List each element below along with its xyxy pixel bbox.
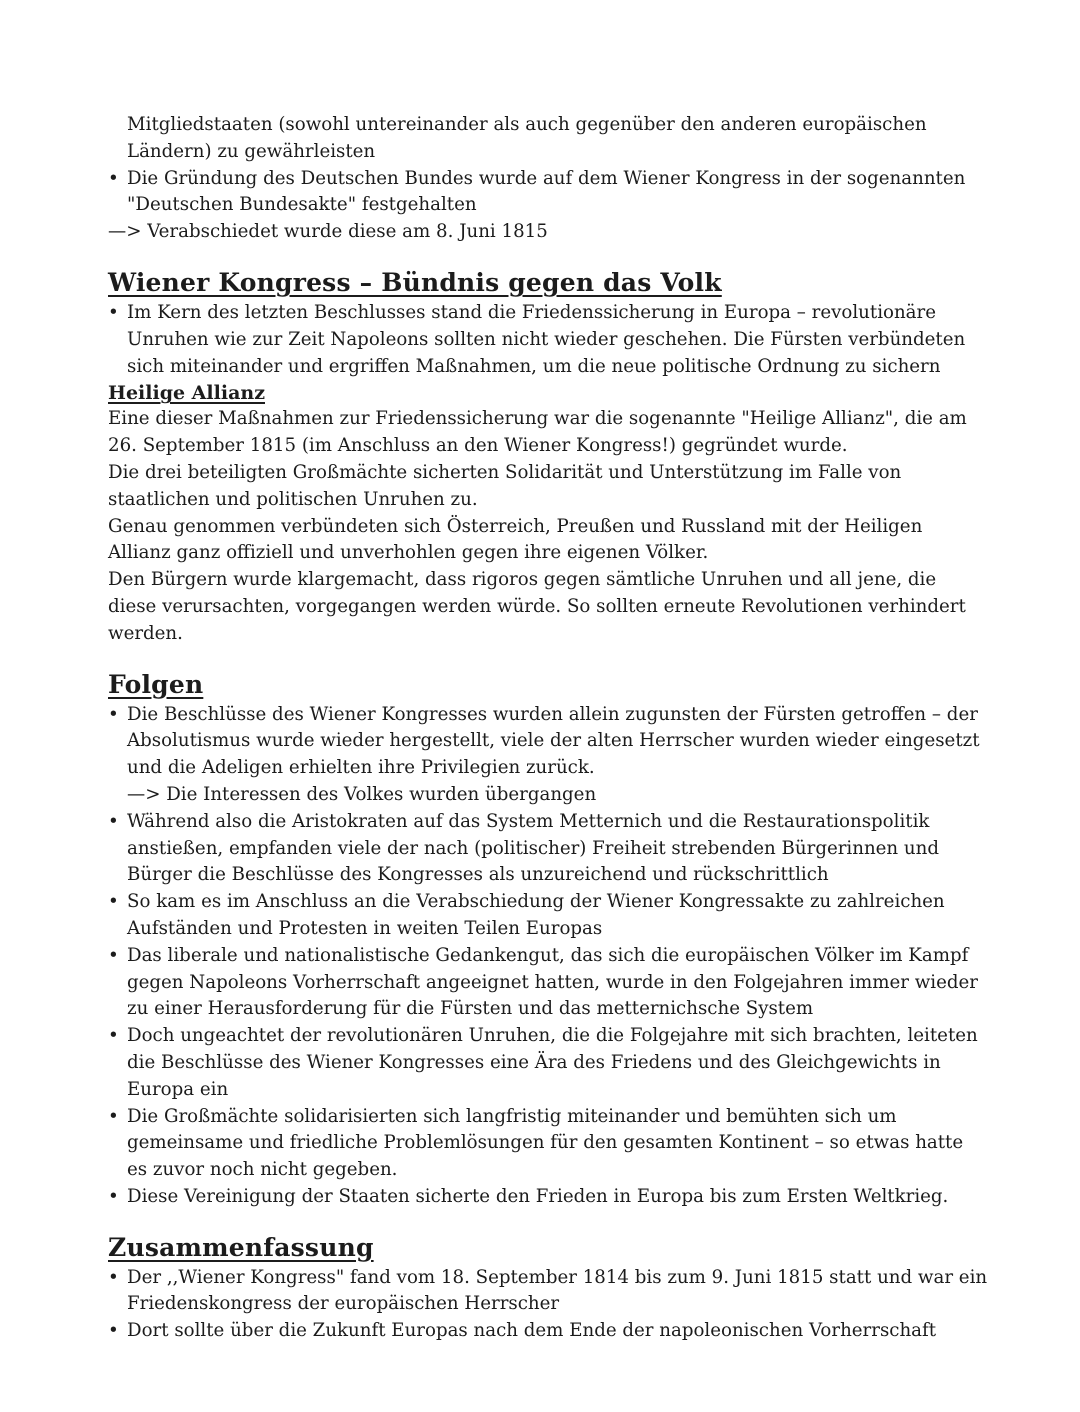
list-item: • Die Gründung des Deutschen Bundes wurde auf dem Wiener Kongress in der sogenannten "Deutschen Bundesakte" festgehalten [108, 166, 988, 220]
list-item-continuation: Mitgliedstaaten (sowohl untereinander als auch gegenüber den anderen europäischen Ländern) zu gewährleisten [127, 114, 927, 162]
paragraph: Den Bürgern wurde klargemacht, dass rigoros gegen sämtliche Unruhen und all jene, die diese verursachten, vorgegangen werden würde. So sollten erneute Revolutionen verhindert werden. [108, 569, 966, 644]
subheading-heilige-allianz: Heilige Allianz [108, 382, 265, 405]
section-heading-folgen: Folgen [108, 669, 204, 699]
list-item: • Diese Vereinigung der Staaten sicherte den Frieden in Europa bis zum Ersten Weltkrieg. [108, 1184, 988, 1211]
list-item: • Während also die Aristokraten auf das System Metternich und die Restaurationspolitik anstießen, empfanden viele der nach (politischer) Freiheit strebenden Bürgerinnen und Bürger die Beschlüsse des Kongresses als unzureichend und rückschrittlich [108, 809, 988, 889]
paragraph: Genau genommen verbündeten sich Österreich, Preußen und Russland mit der Heiligen Allianz ganz offiziell und unverhohlen gegen ihre eigenen Völker. [108, 515, 923, 564]
list-item: • Das liberale und nationalistische Gedankengut, das sich die europäischen Völker im Kampf gegen Napoleons Vorherrschaft angeeignet hatten, wurde in den Folgejahren immer wieder zu einer Herausforderung für die Fürsten und das metternichsche System [108, 943, 988, 1023]
folgen-list [108, 702, 988, 1211]
intro-list [108, 112, 988, 219]
list-item: • Die Großmächte solidarisierten sich langfristig miteinander und bemühten sich um gemeinsame und friedliche Problemlösungen für den gesamten Kontinent – so etwas hatte es zuvor noch nicht gegeben. [108, 1104, 988, 1184]
paragraph: Die drei beteiligten Großmächte sicherten Solidarität und Unterstützung im Falle von staatlichen und politischen Unruhen zu. [108, 461, 902, 510]
list-item: • Dort sollte über die Zukunft Europas nach dem Ende der napoleonischen Vorherrschaft [108, 1318, 988, 1345]
list-item: • Der ,,Wiener Kongress" fand vom 18. September 1814 bis zum 9. Juni 1815 statt und war ein Friedenskongress der europäischen Herrscher [108, 1265, 988, 1319]
list-item: • Im Kern des letzten Beschlusses stand die Friedenssicherung in Europa – revolutionäre Unruhen wie zur Zeit Napoleons sollten nicht wieder geschehen. Die Fürsten verbündeten sich miteinander und ergriffen Maßnahmen, um die neue politische Ordnung zu sichern [108, 300, 988, 380]
section-heading-wiener-kongress: Wiener Kongress – Bündnis gegen das Volk [108, 267, 722, 297]
arrow-note: —> Die Interessen des Volkes wurden übergangen [127, 783, 597, 805]
paragraph: Eine dieser Maßnahmen zur Friedenssicherung war die sogenannte "Heilige Allianz", die am 26. September 1815 (im Anschluss an den Wiener Kongress!) gegründet wurde. [108, 408, 967, 457]
list-item: • So kam es im Anschluss an die Verabschiedung der Wiener Kongressakte zu zahlreichen Aufständen und Protesten in weiten Teilen Europas [108, 889, 988, 943]
zusammenfassung-list [108, 1265, 988, 1345]
list-item: • Doch ungeachtet der revolutionären Unruhen, die die Folgejahre mit sich brachten, leiteten die Beschlüsse des Wiener Kongresses eine Ära des Friedens und des Gleichgewichts in Europa ein [108, 1023, 988, 1103]
arrow-note: —> Verabschiedet wurde diese am 8. Juni 1815 [108, 221, 548, 243]
document-page [108, 112, 988, 1345]
list-item [108, 702, 988, 809]
section1-list [108, 300, 988, 380]
list-item-text: Die Beschlüsse des Wiener Kongresses wurden allein zugunsten der Fürsten getroffen – der Absolutismus wurde wieder hergestellt, viele der alten Herrscher wurden wieder eingesetzt und die Adeligen erhielten ihre Privilegien zurück. [127, 703, 980, 779]
section-heading-zusammenfassung: Zusammenfassung [108, 1232, 374, 1262]
